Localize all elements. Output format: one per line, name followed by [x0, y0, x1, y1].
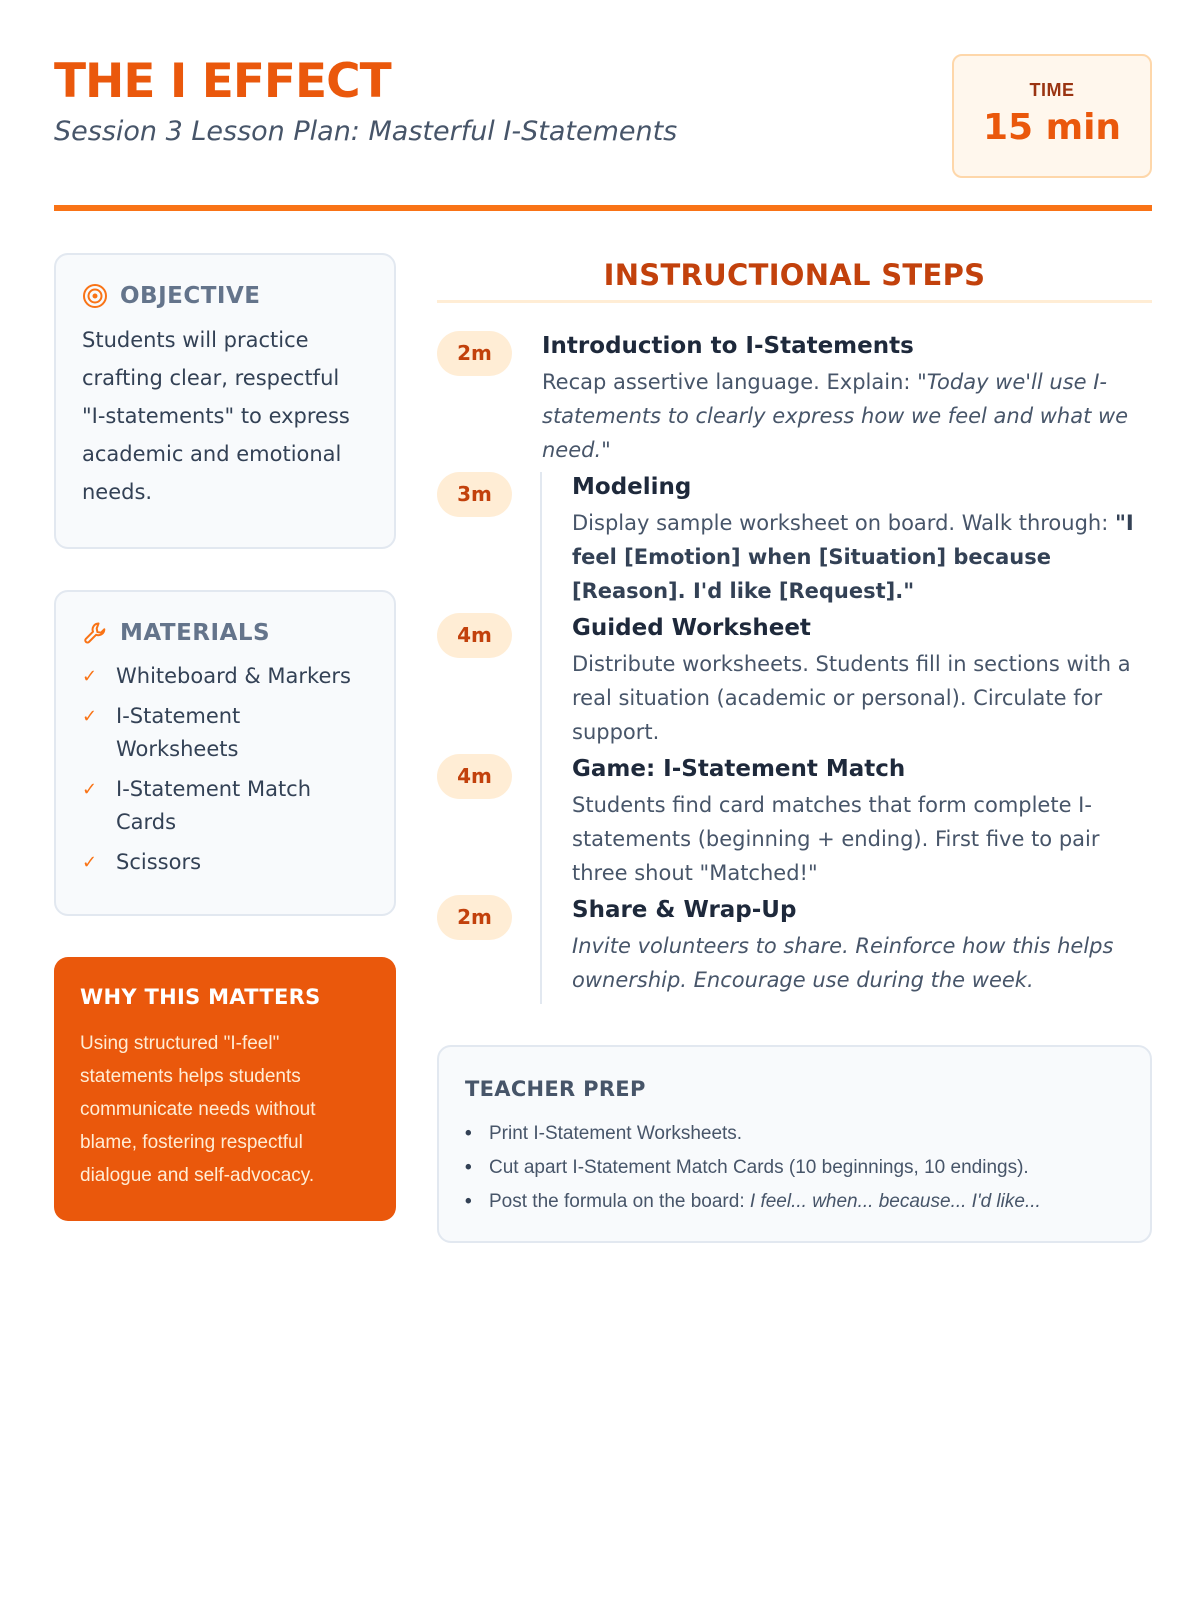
why-this-matters-card — [54, 957, 396, 1221]
step-description — [572, 506, 1152, 608]
material-label: I-Statement Match Cards — [116, 777, 312, 834]
wrench-icon — [82, 620, 108, 646]
prep-text: Post the formula on the board: — [489, 1191, 750, 1212]
materials-card — [54, 590, 396, 916]
objective-heading: OBJECTIVE — [120, 283, 261, 309]
step-desc-text: Recap assertive language. Explain: — [542, 370, 918, 394]
time-label: TIME — [1029, 80, 1075, 100]
duration-badge: 4m — [437, 613, 512, 658]
bullet-icon: • — [465, 1123, 472, 1144]
target-icon — [82, 283, 108, 309]
step-description — [542, 365, 1152, 467]
step-desc-formula: "I feel [Emotion] when [Situation] because [Reason]. I'd like [Request]." — [572, 511, 1134, 603]
prep-text: Print I-Statement Worksheets. — [489, 1123, 743, 1144]
step-body — [572, 613, 1152, 749]
step-description: Distribute worksheets. Students fill in sections with a real situation (academic or personal). Circulate for support. — [572, 652, 1131, 744]
step-body — [572, 895, 1152, 997]
step-title: Share & Wrap-Up — [572, 897, 797, 923]
page-header — [54, 54, 1152, 214]
step-title: Modeling — [572, 474, 692, 500]
material-label: Scissors — [116, 850, 202, 874]
materials-heading: MATERIALS — [120, 620, 271, 646]
bullet-icon: • — [465, 1157, 472, 1178]
prep-item — [465, 1117, 1124, 1151]
material-item — [82, 700, 368, 766]
time-box — [952, 54, 1152, 178]
objective-card — [54, 253, 396, 549]
objective-text: Students will practice crafting clear, respectful "I-statements" to express academic and emotional needs. — [82, 328, 350, 504]
page-title: THE I EFFECT — [54, 54, 391, 109]
prep-text: Cut apart I-Statement Match Cards (10 beginnings, 10 endings). — [489, 1157, 1029, 1178]
timeline-line — [540, 472, 542, 1004]
check-icon: ✓ — [82, 666, 98, 687]
prep-heading: TEACHER PREP — [465, 1077, 646, 1101]
prep-item — [465, 1185, 1124, 1219]
duration-badge: 2m — [437, 331, 512, 376]
step-desc-quote: "Today we'll use I-statements to clearly express how we feel and what we need." — [542, 370, 1129, 462]
material-label: Whiteboard & Markers — [116, 664, 351, 688]
steps-divider — [437, 300, 1152, 303]
material-label: I-Statement Worksheets — [116, 704, 241, 761]
time-value: 15 min — [982, 107, 1122, 148]
steps-heading: INSTRUCTIONAL STEPS — [603, 258, 986, 292]
prep-formula: I feel... when... because... I'd like... — [749, 1191, 1041, 1212]
step-desc-text: Display sample worksheet on board. Walk through: — [572, 511, 1115, 535]
check-icon: ✓ — [82, 706, 98, 727]
material-item — [82, 660, 368, 693]
page-subtitle: Session 3 Lesson Plan: Masterful I-Statements — [54, 116, 678, 147]
materials-list — [82, 660, 368, 879]
step-body — [572, 754, 1152, 890]
step-title: Introduction to I-Statements — [542, 333, 914, 359]
prep-item — [465, 1151, 1124, 1185]
duration-badge: 2m — [437, 895, 512, 940]
step-title: Game: I-Statement Match — [572, 756, 906, 782]
step-body — [572, 472, 1152, 608]
step-description: Students find card matches that form complete I-statements (beginning + ending). First five to pair three shout "Matched!" — [572, 793, 1100, 885]
header-divider — [54, 205, 1152, 211]
prep-list — [465, 1117, 1124, 1219]
why-text: Using structured "I-feel" statements helps students communicate needs without blame, fostering respectful dialogue and self-advocacy. — [80, 1033, 316, 1186]
check-icon: ✓ — [82, 779, 98, 800]
material-item — [82, 846, 368, 879]
why-heading: WHY THIS MATTERS — [80, 985, 321, 1009]
duration-badge: 3m — [437, 472, 512, 517]
materials-header — [82, 620, 368, 646]
objective-header — [82, 283, 368, 309]
duration-badge: 4m — [437, 754, 512, 799]
teacher-prep-card — [437, 1045, 1152, 1243]
check-icon: ✓ — [82, 852, 98, 873]
material-item — [82, 773, 368, 839]
step-title: Guided Worksheet — [572, 615, 811, 641]
step-body — [542, 331, 1152, 467]
bullet-icon: • — [465, 1191, 472, 1212]
step-description: Invite volunteers to share. Reinforce how this helps ownership. Encourage use during the week. — [572, 934, 1114, 992]
